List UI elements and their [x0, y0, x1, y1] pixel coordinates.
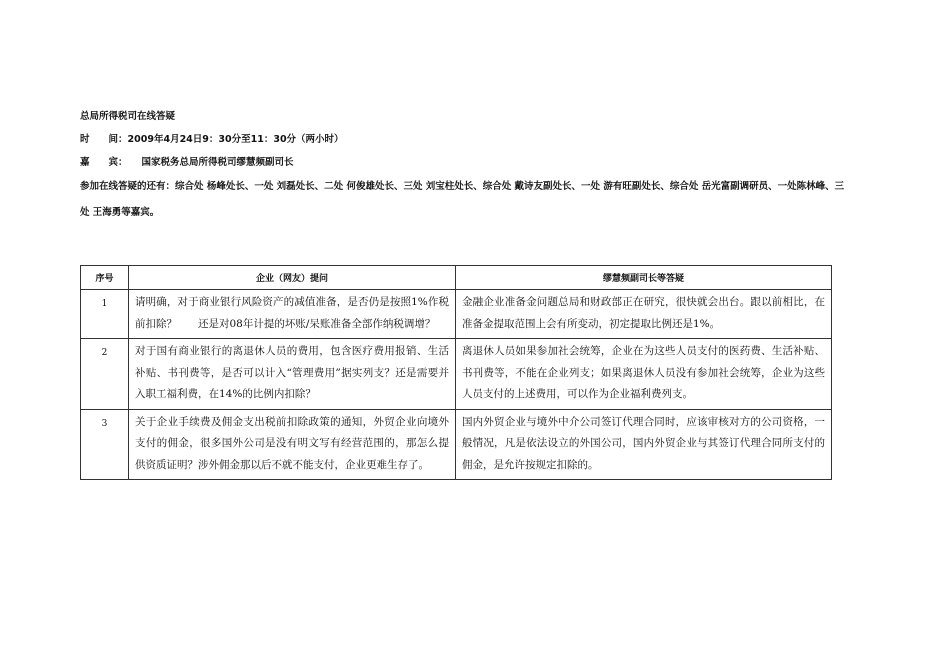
row-question: 请明确，对于商业银行风险资产的减值准备，是否仍是按照1%作税前扣除？ 还是对08年计提的坏账/呆账准备全部作纳税调增？ [129, 290, 456, 339]
table-row [81, 290, 832, 339]
table-row [81, 409, 832, 480]
row-number: 1 [81, 290, 129, 339]
header-question: 企业（网友）提问 [129, 266, 456, 290]
participants-line [80, 174, 850, 226]
document-header [80, 110, 880, 226]
row-answer: 金融企业准备金问题总局和财政部正在研究，很快就会出台。跟以前相比，在准备金提取范围上会有所变动，初定提取比例还是1%。 [456, 290, 832, 339]
row-answer: 国内外贸企业与境外中介公司签订代理合同时，应该审核对方的公司资格，一般情况，凡是依法设立的外国公司，国内外贸企业与其签订代理合同所支付的佣金，是允许按规定扣除的。 [456, 409, 832, 480]
time-label: 时 间： [80, 134, 128, 145]
time-line [80, 133, 880, 147]
guest-label: 嘉 宾： [80, 157, 128, 168]
page-title: 总局所得税司在线答疑 [80, 111, 176, 122]
qa-table [80, 265, 832, 480]
time-value: 2009年4月24日9：30分至11：30分（两小时） [127, 134, 344, 145]
row-answer: 离退休人员如果参加社会统筹，企业在为这些人员支付的医药费、生活补贴、书刊费等，不能在企业列支；如果离退休人员没有参加社会统筹，企业为这些人员支付的上述费用，可以作为企业福利费列支。 [456, 339, 832, 410]
table-row [81, 339, 832, 410]
row-question: 对于国有商业银行的离退休人员的费用，包含医疗费用报销、生活补贴、书刊费等，是否可以计入“管理费用”据实列支？还是需要并入职工福利费，在14%的比例内扣除？ [129, 339, 456, 410]
guest-line [80, 156, 880, 170]
row-number: 3 [81, 409, 129, 480]
table-header-row [81, 266, 832, 290]
row-question: 关于企业手续费及佣金支出税前扣除政策的通知，外贸企业向境外支付的佣金，很多国外公司是没有明文写有经营范围的，那怎么提供资质证明？涉外佣金那以后不就不能支付，企业更难生存了。 [129, 409, 456, 480]
header-answer: 缪慧频副司长等答疑 [456, 266, 832, 290]
participants-value: 综合处 杨峰处长、一处 刘磊处长、二处 何俊雄处长、三处 刘宝柱处长、综合处 戴诗友副处长、一处 游有旺副处长、综合处 岳光富副调研员、一处陈林峰、三处 王海勇等嘉宾。 [80, 181, 845, 218]
guest-value: 国家税务总局所得税司缪慧频副司长 [141, 157, 294, 168]
participants-label: 参加在线答疑的还有： [80, 181, 176, 192]
header-number: 序号 [81, 266, 129, 290]
row-number: 2 [81, 339, 129, 410]
